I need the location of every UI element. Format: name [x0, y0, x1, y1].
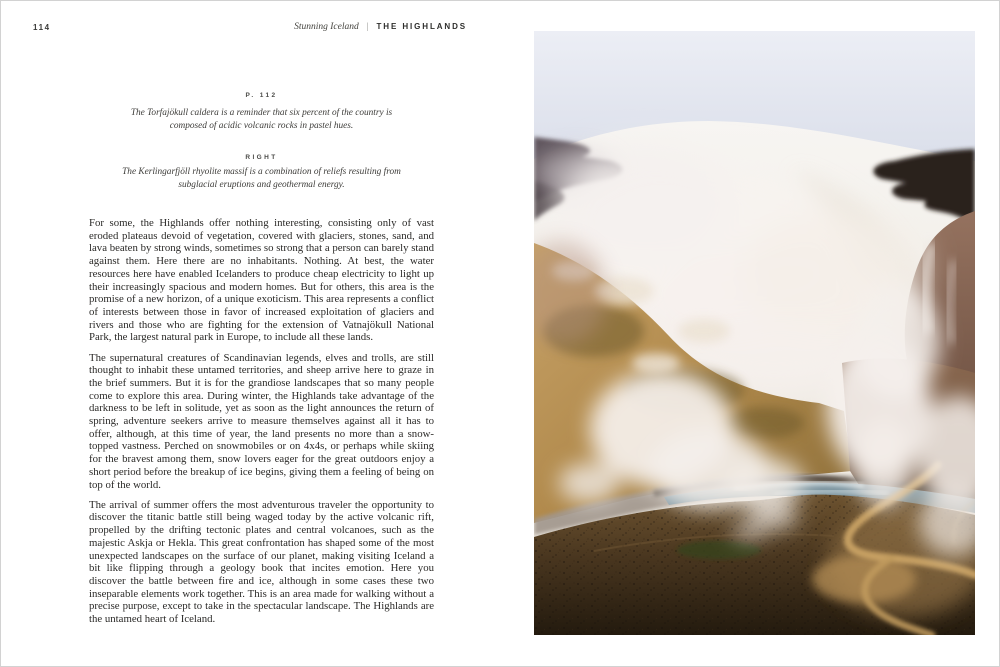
caption-block: [89, 84, 434, 192]
header-divider: |: [366, 21, 369, 31]
caption-right-label: RIGHT: [245, 154, 278, 161]
caption-ref-text: The Torfajökull caldera is a reminder that six percent of the country is composed of acidic volcanic rocks in pastel hues.: [130, 108, 393, 131]
running-title: Stunning Iceland: [294, 22, 359, 32]
caption-right-text: The Kerlingarfjöll rhyolite massif is a combination of reliefs resulting from subglacial eruptions and geothermal energy.: [122, 167, 401, 190]
landscape-illustration: [534, 31, 975, 635]
photo-kerlingarfjoll-landscape: [534, 31, 975, 635]
running-header: [294, 21, 467, 32]
caption-ref-label: P. 112: [245, 92, 278, 99]
body-paragraph: The arrival of summer offers the most adventurous traveler the opportunity to discover the titanic battle still being waged today by the active volcanic rift, propelled by the drifting tectonic plates and central volcanoes, such as the majestic Askja or Hekla. This great confrontation has shaped some of the most unexpected landscapes on the surface of our planet, making visiting Iceland a bit like flipping through a geology book that incites emotion. Here you discover the battle between fire and ice, although in some cases these two inseparable elements work together. This is an area made for walking without a precise purpose, except to take in the spectacular landscape. The Highlands are the untamed heart of Iceland.: [89, 498, 434, 626]
body-text: [89, 217, 434, 633]
body-paragraph: The supernatural creatures of Scandinavian legends, elves and trolls, are still thought to inhabit these untamed territories, and sheep arrive here to graze in the brief summers. But it is for the grandiose landscapes that so many people come to explore this area. During winter, the Highlands take advantage of the darkness to be left in solitude, yet as soon as the light announces the return of spring, adventure seekers arrive to measure themselves against all it has to offer, although, at this time of year, the land presents no more than a snow-topped vastness. Perched on snowmobiles or on 4x4s, or perhaps while skiing for the bravest among them, snow lovers eager for the great outdoors enjoy a short period before the breakup of ice begins, giving them a feeling of being on top of the world.: [89, 351, 434, 491]
section-title: THE HIGHLANDS: [376, 22, 467, 31]
page-number: 114: [33, 23, 51, 32]
body-paragraph: For some, the Highlands offer nothing interesting, consisting only of vast eroded plateaus devoid of vegetation, covered with glaciers, stones, sand, and lava beaten by strong winds, sometimes so strong that a person can barely stand against them. Here there are no inhabitants. Nothing. At best, the water resources here have enabled Icelanders to produce cheap electricity to light up their increasingly spacious and modern homes. But for others, this area is the promise of a new horizon, of a unique exoticism. This area represents a conflict of interests between those in favor of increased exploitation of glaciers and rivers and those who are fighting for the extension of Vatnajökull National Park, the largest natural park in Europe, to include all these lands.: [89, 217, 434, 344]
